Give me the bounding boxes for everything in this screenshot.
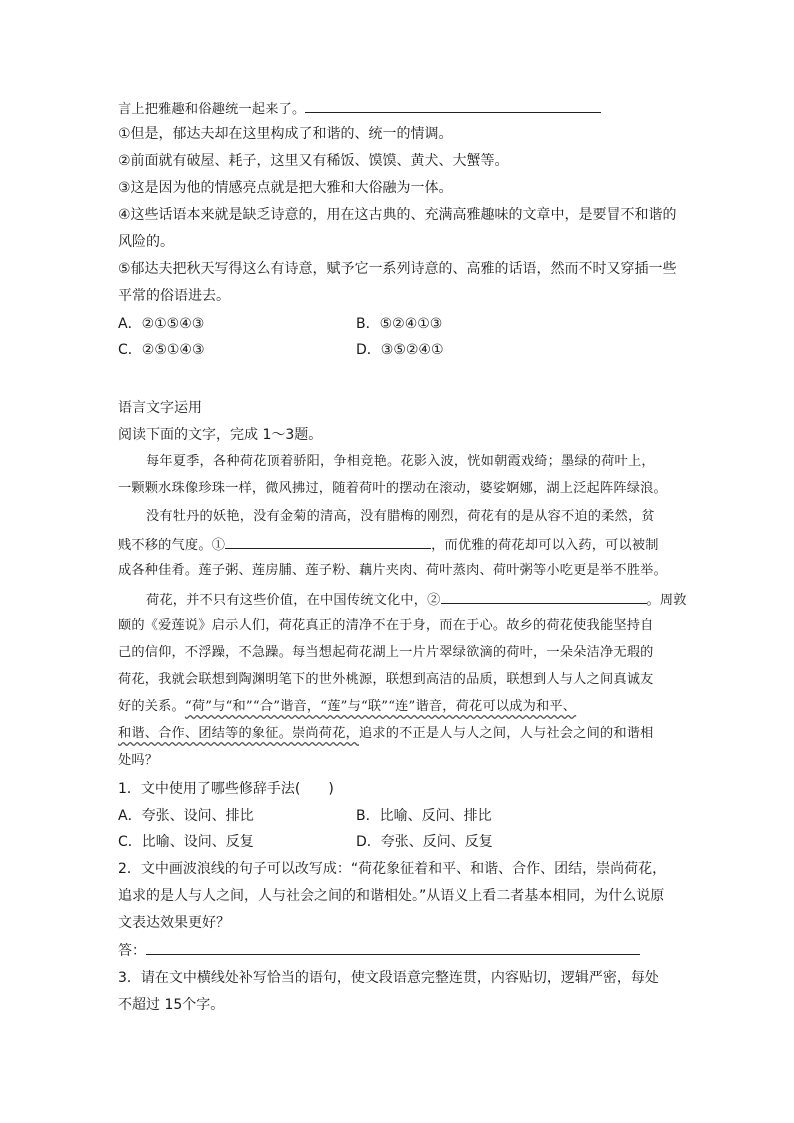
answer-blank bbox=[305, 98, 601, 113]
option-c[interactable]: C．②⑤①④③ bbox=[118, 342, 205, 358]
question-1: 1．文中使用了哪些修辞手法( ) bbox=[118, 781, 334, 797]
question-3-cont: 不超过 15个字。 bbox=[118, 997, 225, 1013]
continuation-text: 言上把雅趣和俗趣统一起来了。 bbox=[118, 102, 306, 117]
q1-option-c[interactable]: C．比喻、设问、反复 bbox=[118, 834, 254, 850]
answer-blank[interactable] bbox=[146, 940, 640, 955]
passage-line bbox=[118, 697, 576, 717]
fill-blank-2[interactable] bbox=[441, 589, 647, 604]
option-a[interactable]: A．②①⑤④③ bbox=[118, 316, 205, 332]
section-title: 语言文字运用 bbox=[118, 400, 202, 416]
answer-line bbox=[118, 940, 640, 961]
passage-line: 处吗？ bbox=[118, 753, 159, 768]
question-2: 2．文中画波浪线的句子可以改写成：“荷花象征着和平、和谐、合作、团结，崇尚荷花， bbox=[118, 861, 667, 877]
passage-line bbox=[118, 534, 659, 556]
wavy-underlined-sentence: “荷”与“和”“合”谐音，“莲”与“联”“连”谐音，荷花可以成为和平、 bbox=[184, 699, 577, 714]
passage-line: 成各种佳肴。莲子粥、莲房脯、莲子粉、藕片夹肉、荷叶蒸肉、荷叶粥等小吃更是举不胜举。 bbox=[118, 563, 667, 578]
passage-text: 贱不移的气度。① bbox=[118, 538, 226, 553]
q1-option-a[interactable]: A．夸张、设问、排比 bbox=[118, 808, 254, 824]
answer-label: 答： bbox=[118, 943, 146, 959]
fill-blank-1[interactable] bbox=[225, 534, 431, 549]
passage-line bbox=[118, 724, 654, 744]
sentence-item-5-cont: 平常的俗语进去。 bbox=[118, 288, 230, 304]
sentence-item-4: ④这些话语本来就是缺乏诗意的，用在这古典的、充满高雅趣味的文章中，是要冒不和谐的 bbox=[118, 207, 677, 223]
option-d[interactable]: D．③⑤②④① bbox=[356, 342, 444, 358]
q1-option-b[interactable]: B．比喻、反问、排比 bbox=[356, 808, 492, 824]
passage-text: ，而优雅的荷花却可以入药，可以被制 bbox=[431, 538, 659, 553]
question-3: 3．请在文中横线处补写恰当的语句，使文段语意完整连贯，内容贴切，逻辑严密，每处 bbox=[118, 970, 659, 986]
sentence-item-1: ①但是，郁达夫却在这里构成了和谐的、统一的情调。 bbox=[118, 126, 453, 142]
passage-text: 。周敦 bbox=[646, 593, 687, 608]
sentence-item-5: ⑤郁达夫把秋天写得这么有诗意，赋予它一系列诗意的、高雅的话语，然而不时又穿插一些 bbox=[118, 261, 677, 277]
question-2-cont: 追求的是人与人之间，人与社会之间的和谐相处。”从语义上看二者基本相同，为什么说原 bbox=[118, 888, 665, 904]
sentence-item-2: ②前面就有破屋、耗子，这里又有稀饭、馍馍、黄犬、大蟹等。 bbox=[118, 153, 509, 169]
passage-line: 荷花，我就会联想到陶渊明笔下的世外桃源，联想到高洁的品质，联想到人与人之间真诚友 bbox=[118, 672, 654, 687]
q1-option-d[interactable]: D．夸张、反问、反复 bbox=[356, 834, 493, 850]
passage-line: 一颗颗水珠像珍珠一样，微风拂过，随着荷叶的摆动在滚动，婆娑婀娜，湖上泛起阵阵绿浪。 bbox=[118, 481, 667, 496]
passage-line bbox=[146, 589, 687, 611]
passage-line: 每年夏季，各种荷花顶着骄阳，争相竞艳。花影入波，恍如朝霞戏绮；墨绿的荷叶上， bbox=[146, 454, 655, 469]
wavy-underlined-sentence: 和谐、合作、团结等的象征。崇尚荷花， bbox=[118, 726, 359, 741]
sentence-item-3: ③这是因为他的情感亮点就是把大雅和大俗融为一体。 bbox=[118, 180, 453, 196]
passage-text: 好的关系。 bbox=[118, 699, 185, 714]
passage-text: 荷花，并不只有这些价值，在中国传统文化中，② bbox=[146, 593, 441, 608]
passage-line: 没有牡丹的妖艳，没有金菊的清高，没有腊梅的刚烈，荷花有的是从容不迫的柔然，贫 bbox=[146, 509, 655, 524]
passage-line: 己的信仰，不浮躁，不急躁。每当想起荷花湖上一片片翠绿欲滴的荷叶，一朵朵洁净无瑕的 bbox=[118, 645, 654, 660]
sentence-item-4-cont: 风险的。 bbox=[118, 234, 174, 250]
option-b[interactable]: B．⑤②④①③ bbox=[356, 316, 443, 332]
continuation-line bbox=[118, 98, 601, 120]
question-2-cont: 文表达效果更好？ bbox=[118, 915, 230, 931]
passage-text: 追求的不正是人与人之间，人与社会之间的和谐相 bbox=[358, 726, 654, 741]
section-instruction: 阅读下面的文字，完成 1～3题。 bbox=[118, 427, 323, 443]
passage-line: 颐的《爱莲说》启示人们，荷花真正的清净不在于身，而在于心。故乡的荷花使我能坚持自 bbox=[118, 618, 654, 633]
